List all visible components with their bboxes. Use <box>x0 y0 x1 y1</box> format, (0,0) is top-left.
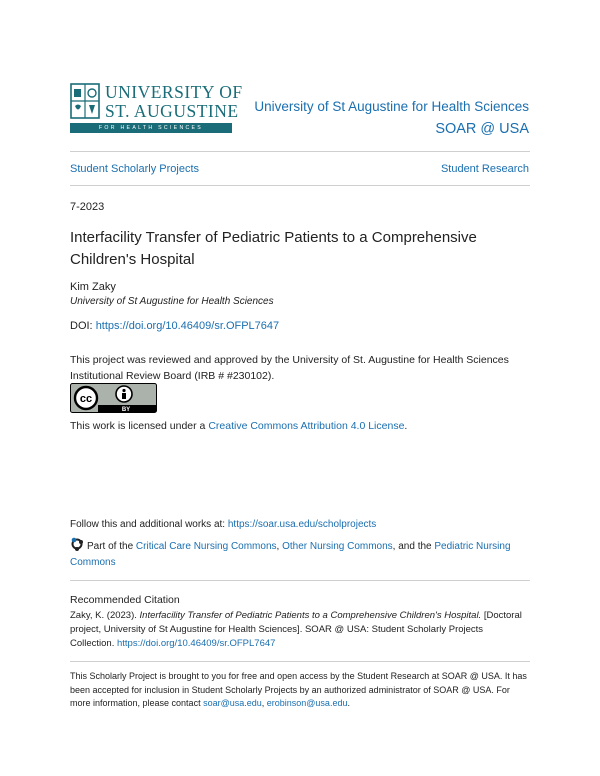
citation-text <box>70 609 530 651</box>
institution-name-link[interactable]: University of St Augustine for Health Sciences <box>254 99 529 114</box>
shield-crest-icon <box>70 83 100 119</box>
license-link[interactable]: Creative Commons Attribution 4.0 License <box>208 420 405 432</box>
license-prefix: This work is licensed under a <box>70 420 209 432</box>
email-erobinson-link[interactable]: erobinson@usa.edu <box>266 698 348 708</box>
doi-line <box>70 320 279 332</box>
divider <box>70 185 530 186</box>
follow-line <box>70 519 376 530</box>
document-title: Interfacility Transfer of Pediatric Patients to a Comprehensive Children's Hospital <box>70 229 477 268</box>
follow-prefix: Follow this and additional works at: <box>70 519 228 530</box>
logo-text-line2: ST. AUGUSTINE <box>105 101 239 121</box>
email-soar-link[interactable]: soar@usa.edu <box>203 698 262 708</box>
license-statement <box>70 420 407 432</box>
irb-statement: This project was reviewed and approved by the University of St. Augustine for Health Sciences Institutional Review Board (IRB # #230102). <box>70 354 509 382</box>
doi-label: DOI: <box>70 320 93 332</box>
citation-title: Interfacility Transfer of Pediatric Patients to a Comprehensive Children's Hospital. <box>139 610 482 621</box>
repository-name-link[interactable]: SOAR @ USA <box>435 121 529 137</box>
publication-date: 7-2023 <box>70 201 105 213</box>
footer-end: . <box>347 698 350 708</box>
other-nursing-commons-link[interactable]: Other Nursing Commons <box>282 541 393 552</box>
divider <box>70 151 530 152</box>
citation-lead: Zaky, K. (2023). <box>70 610 140 621</box>
student-scholarly-projects-link[interactable]: Student Scholarly Projects <box>70 163 200 175</box>
author-name: Kim Zaky <box>70 281 116 293</box>
citation-doi-link[interactable]: https://doi.org/10.46409/sr.OFPL7647 <box>117 638 276 649</box>
part-of-commons <box>70 539 530 571</box>
doi-link[interactable]: https://doi.org/10.46409/sr.OFPL7647 <box>95 320 280 332</box>
divider <box>70 580 530 581</box>
partof-prefix: Part of the <box>87 541 136 552</box>
footer-text <box>70 670 530 711</box>
logo-tagline-bar: FOR HEALTH SCIENCES <box>70 123 232 133</box>
footer-body: This Scholarly Project is brought to you for free and open access by the Student Research at SOAR @ USA. It has been accepted for inclusion in Student Scholarly Projects by an authorized administrator of SOAR @ USA. For more information, please contact <box>70 671 527 708</box>
recommended-citation-heading: Recommended Citation <box>70 594 180 606</box>
critical-care-nursing-commons-link[interactable]: Critical Care Nursing Commons <box>135 541 277 552</box>
pediatric-nursing-commons-link[interactable]: Pediatric Nursing Commons <box>70 541 511 568</box>
student-research-link[interactable]: Student Research <box>440 163 529 175</box>
cc-symbol: cc <box>79 393 93 405</box>
separator: , and the <box>392 541 435 552</box>
logo-text-line1: UNIVERSITY OF <box>105 82 243 102</box>
license-suffix: . <box>404 420 408 432</box>
citation-body: [Doctoral project, University of St Augustine for Health Sciences]. SOAR @ USA: Student Scholarly Projects Collection. <box>70 610 522 649</box>
follow-link[interactable]: https://soar.usa.edu/scholprojects <box>227 519 377 530</box>
university-logo <box>70 82 243 134</box>
separator: , <box>276 541 283 552</box>
creative-commons-by-icon[interactable] <box>70 383 157 413</box>
author-affiliation: University of St Augustine for Health Sciences <box>70 296 274 307</box>
separator: , <box>261 698 267 708</box>
cc-by-label: BY <box>121 407 131 413</box>
divider <box>70 661 530 662</box>
